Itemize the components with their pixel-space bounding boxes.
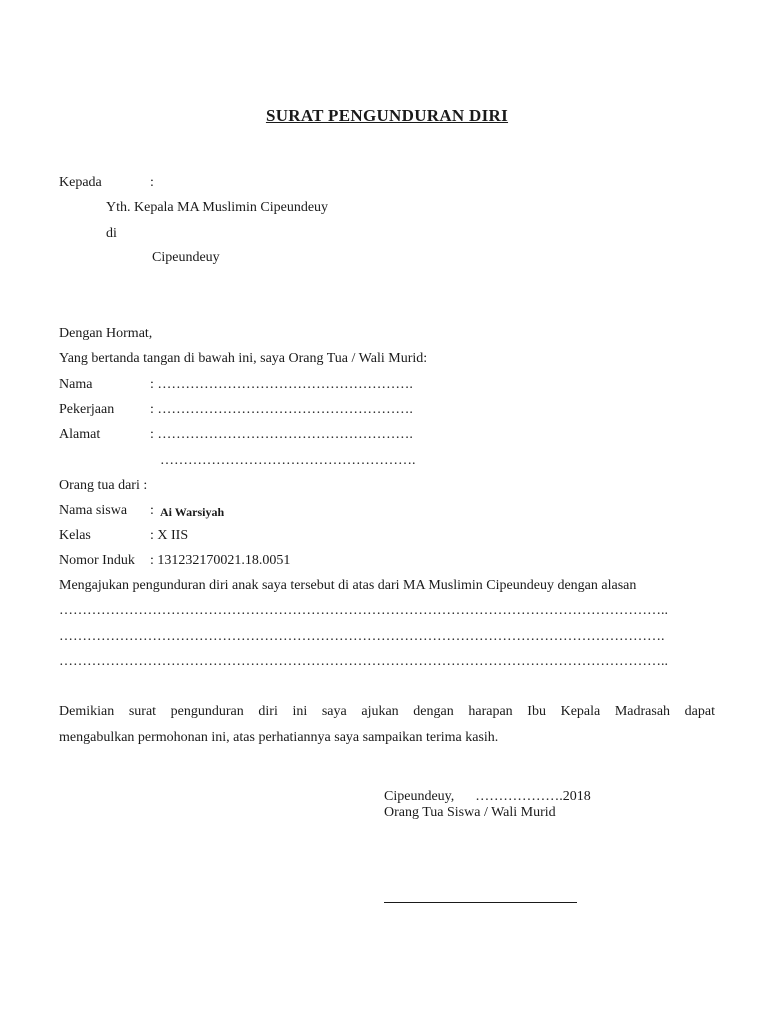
greeting: Dengan Hormat, bbox=[59, 326, 153, 341]
student-id-label: Nomor Induk bbox=[59, 553, 135, 568]
parent-address-field: : ………………………………………………. bbox=[150, 427, 413, 442]
reason-line-1: ………………………………………………………………………………………………………………….. bbox=[59, 603, 668, 618]
intro-text: Yang bertanda tangan di bawah ini, saya Orang Tua / Wali Murid: bbox=[59, 351, 428, 366]
reason-text: Mengajukan pengunduran diri anak saya tersebut di atas dari MA Muslimin Cipeundeuy dengan alasan bbox=[59, 578, 637, 593]
student-id-value: : 131232170021.18.0051 bbox=[150, 553, 291, 568]
closing-line-1: Demikian surat pengunduran diri ini saya ajukan dengan harapan Ibu Kepala Madrasah dapat bbox=[59, 704, 715, 719]
addressee-di: di bbox=[106, 226, 117, 241]
parent-of-label: Orang tua dari : bbox=[59, 478, 148, 493]
reason-line-2: …………………………………………………………………………………………………………………. bbox=[59, 629, 665, 644]
student-class-value: : X IIS bbox=[150, 528, 189, 543]
signature-place-date: Cipeundeuy, ……………….2018 bbox=[384, 789, 591, 804]
parent-name-label: Nama bbox=[59, 377, 93, 392]
addressee-yth: Yth. Kepala MA Muslimin Cipeundeuy bbox=[106, 200, 329, 215]
parent-job-field: : ………………………………………………. bbox=[150, 402, 413, 417]
signature-role: Orang Tua Siswa / Wali Murid bbox=[384, 805, 556, 820]
parent-address-label: Alamat bbox=[59, 427, 101, 442]
kepada-colon: : bbox=[150, 175, 154, 190]
closing-line-2: mengabulkan permohonan ini, atas perhatiannya saya sampaikan terima kasih. bbox=[59, 730, 499, 745]
parent-address-field-2: ………………………………………………. bbox=[160, 453, 416, 468]
kepada-label: Kepada bbox=[59, 175, 102, 190]
student-class-label: Kelas bbox=[59, 528, 91, 543]
signature-line bbox=[384, 902, 577, 903]
addressee-place: Cipeundeuy bbox=[152, 250, 220, 265]
student-name-colon: : bbox=[150, 503, 154, 518]
student-name-value: Ai Warsiyah bbox=[160, 505, 225, 519]
student-name-label: Nama siswa bbox=[59, 503, 128, 518]
reason-line-3: ………………………………………………………………………………………………………………….. bbox=[59, 654, 668, 669]
parent-job-label: Pekerjaan bbox=[59, 402, 115, 417]
letter-title: SURAT PENGUNDURAN DIRI bbox=[265, 106, 509, 125]
parent-name-field: : ………………………………………………. bbox=[150, 377, 413, 392]
